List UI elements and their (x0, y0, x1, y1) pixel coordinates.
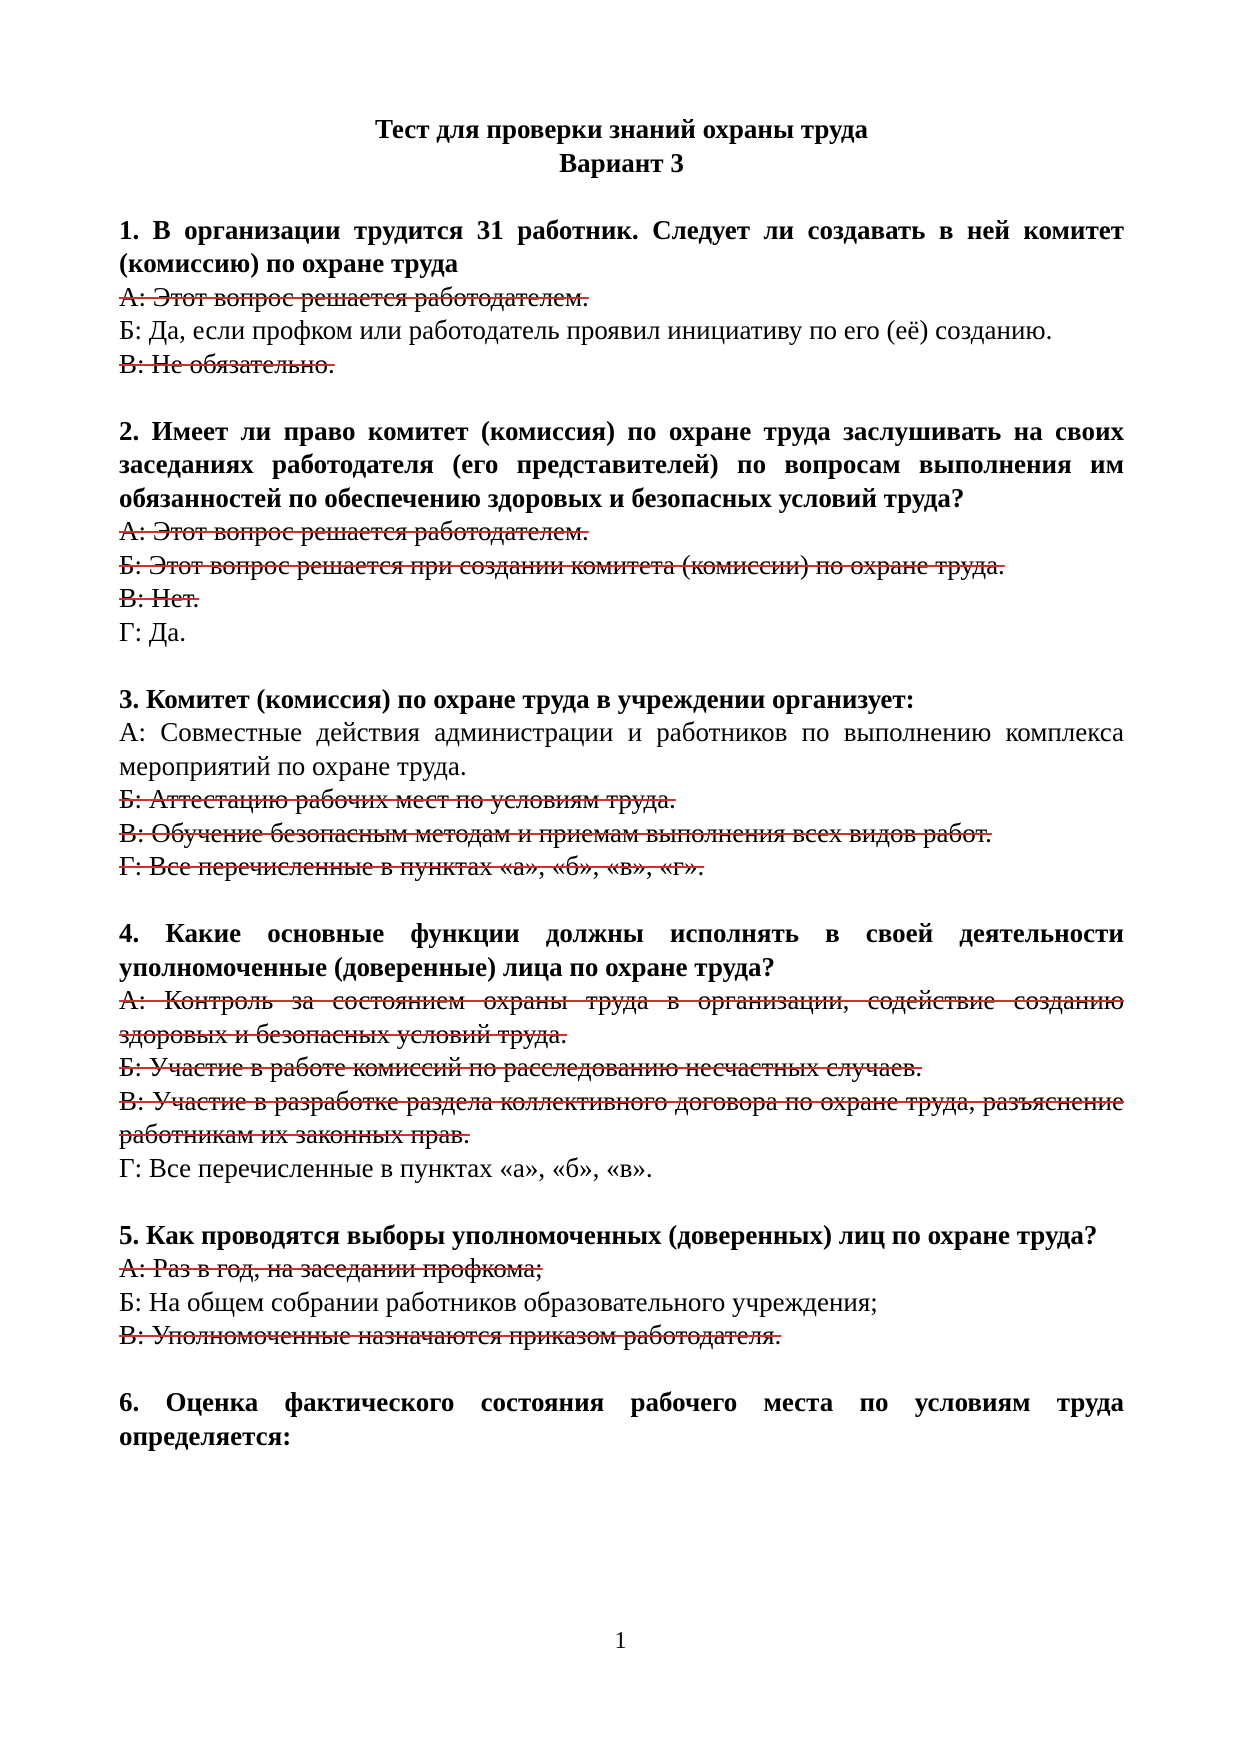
question-1 (119, 214, 1124, 382)
question-text: 6. Оценка фактического состояния рабочего места по условиям труда определяется: (119, 1387, 1124, 1451)
question-text: 4. Какие основные функции должны исполнять в своей деятельности уполномоченные (доверенные) лица по охране труда? (119, 918, 1124, 982)
answer-option-correct: А: Совместные действия администрации и работников по выполнению комплекса мероприятий по охране труда. (119, 717, 1124, 781)
answer-option-correct: Г: Да. (119, 616, 187, 647)
question-6 (119, 1386, 1124, 1453)
document-title: Тест для проверки знаний охраны труда (374, 114, 869, 144)
answer-option-struck: А: Этот вопрос решается работодателем. (119, 281, 589, 312)
document-page (119, 113, 1124, 1453)
title-spacer (119, 180, 1124, 214)
answer-option-struck: В: Нет. (119, 583, 200, 613)
answer-option-struck: Б: Аттестацию рабочих мест по условиям труда. (119, 784, 676, 814)
question-text: 3. Комитет (комиссия) по охране труда в учреждении организует: (119, 683, 915, 714)
answer-option-struck: В: Уполномоченные назначаются приказом работодателя. (119, 1320, 782, 1350)
question-4 (119, 917, 1124, 1185)
question-text: 1. В организации трудится 31 работник. Следует ли создавать в ней комитет (комиссию) по охране труда (119, 214, 1124, 278)
answer-option-struck: В: Участие в разработке раздела коллективного договора по охране труда, разъяснение работникам их законных прав. (119, 1085, 1124, 1149)
question-3 (119, 683, 1124, 884)
answer-option-struck: А: Раз в год, на заседании профкома; (119, 1253, 543, 1283)
question-5 (119, 1219, 1124, 1353)
answer-option-correct: Б: Да, если профком или работодатель проявил инициативу по его (её) созданию. (119, 315, 1053, 345)
answer-option-struck: А: Контроль за состоянием охраны труда в организации, содействие созданию здоровых и безопасных условий труда. (119, 985, 1124, 1049)
document-subtitle: Вариант 3 (559, 147, 684, 178)
question-text: 5. Как проводятся выборы уполномоченных (доверенных) лиц по охране труда? (119, 1219, 1098, 1250)
answer-option-struck: В: Обучение безопасным методам и приемам выполнения всех видов работ. (119, 817, 992, 848)
answer-option-struck: А: Этот вопрос решается работодателем. (119, 516, 589, 546)
question-2 (119, 415, 1124, 650)
answer-option-struck: Б: Участие в работе комиссий по расследованию несчастных случаев. (119, 1052, 923, 1082)
page-number: 1 (614, 1628, 627, 1654)
answer-option-struck: Б: Этот вопрос решается при создании комитета (комиссии) по охране труда. (119, 549, 1005, 580)
question-list (119, 214, 1124, 1454)
answer-option-struck: Г: Все перечисленные в пунктах «а», «б», «в», «г». (119, 851, 705, 881)
answer-option-correct: Г: Все перечисленные в пунктах «а», «б», «в». (119, 1152, 653, 1183)
answer-option-correct: Б: На общем собрании работников образовательного учреждения; (119, 1286, 878, 1317)
question-text: 2. Имеет ли право комитет (комиссия) по охране труда заслушивать на своих заседаниях работодателя (его представителей) по вопросам выполнения им обязанностей по обеспечению здоровых и безопасных условий труда? (119, 415, 1124, 513)
answer-option-struck: В: Не обязательно. (119, 348, 335, 379)
